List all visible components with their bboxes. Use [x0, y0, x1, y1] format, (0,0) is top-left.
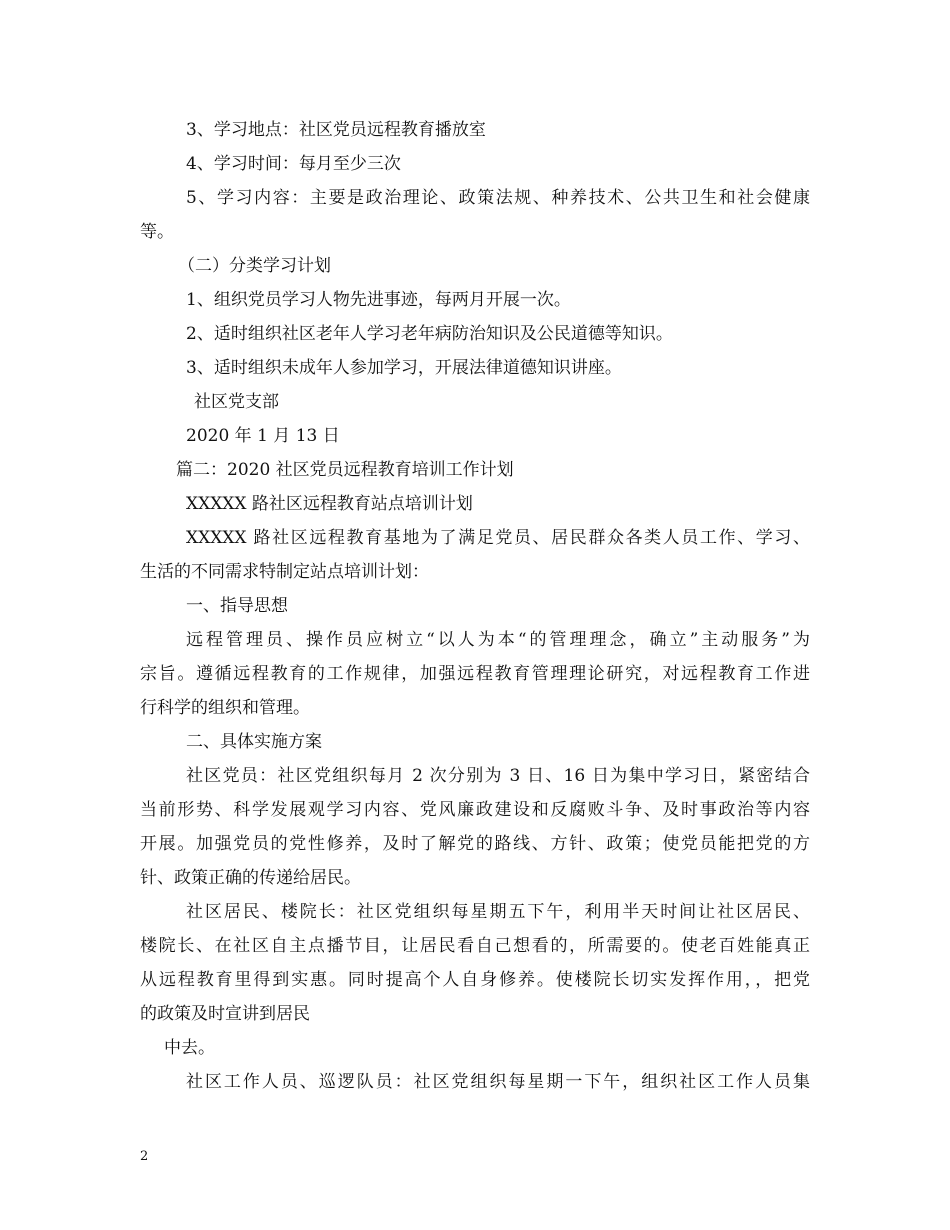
- text-line-8: 3、适时组织未成年人参加学习，开展法律道德知识讲座。: [186, 358, 622, 378]
- text-line-24: 社区居民、楼院长：社区党组织每星期五下午，利用半天时间让社区居民、: [186, 902, 810, 922]
- text-line-3: 5、学习内容：主要是政治理论、政策法规、种养技术、公共卫生和社会健康: [186, 188, 810, 208]
- text-line-29: 社区工作人员、巡逻队员：社区党组织每星期一下午，组织社区工作人员集: [186, 1072, 810, 1092]
- text-line-7: 2、适时组织社区老年人学习老年病防治知识及公民道德等知识。: [186, 324, 673, 344]
- section-heading-implementation: 二、具体实施方案: [186, 732, 322, 752]
- text-line-18: 行科学的组织和管理。: [140, 698, 310, 718]
- part-two-title: 篇二：2020 社区党员远程教育培训工作计划: [176, 460, 514, 480]
- signature-date: 2020 年 1 月 13 日: [186, 426, 340, 446]
- text-line-13: XXXXX 路社区远程教育基地为了满足党员、居民群众各类人员工作、学习、: [186, 528, 810, 548]
- text-line-20: 社区党员：社区党组织每月 2 次分别为 3 日、16 日为集中学习日，紧密结合: [186, 766, 810, 786]
- text-line-25: 楼院长、在社区自主点播节目，让居民看自己想看的，所需要的。使老百姓能真正: [140, 936, 810, 956]
- text-line-4: 等。: [140, 222, 174, 242]
- text-line-23: 针、政策正确的传递给居民。: [140, 868, 361, 888]
- text-line-1: 3、学习地点：社区党员远程教育播放室: [186, 120, 486, 140]
- text-line-6: 1、组织党员学习人物先进事迹，每两月开展一次。: [186, 290, 571, 310]
- text-line-16: 远程管理员、操作员应树立“以人为本“的管理理念，确立”主动服务”为: [186, 630, 810, 650]
- text-line-27: 的政策及时宣讲到居民: [140, 1004, 310, 1024]
- page-number: 2: [140, 1149, 149, 1164]
- text-line-2: 4、学习时间：每月至少三次: [186, 154, 401, 174]
- section-heading-classified-plan: （二）分类学习计划: [178, 256, 331, 276]
- text-line-17: 宗旨。遵循远程教育的工作规律，加强远程教育管理理论研究，对远程教育工作进: [140, 664, 810, 684]
- text-line-14: 生活的不同需求特制定站点培训计划：: [140, 562, 429, 582]
- text-line-28: 中去。: [164, 1038, 215, 1058]
- training-plan-title: XXXXX 路社区远程教育站点培训计划: [186, 494, 473, 514]
- text-line-22: 开展。加强党员的党性修养，及时了解党的路线、方针、政策；使党员能把党的方: [140, 834, 810, 854]
- text-line-21: 当前形势、科学发展观学习内容、党风廉政建设和反腐败斗争、及时事政治等内容: [140, 800, 810, 820]
- section-heading-guiding-thought: 一、指导思想: [186, 596, 288, 616]
- signature-party-branch: 社区党支部: [194, 392, 279, 412]
- text-line-26: 从远程教育里得到实惠。同时提高个人自身修养。使楼院长切实发挥作用，，把党: [140, 970, 810, 990]
